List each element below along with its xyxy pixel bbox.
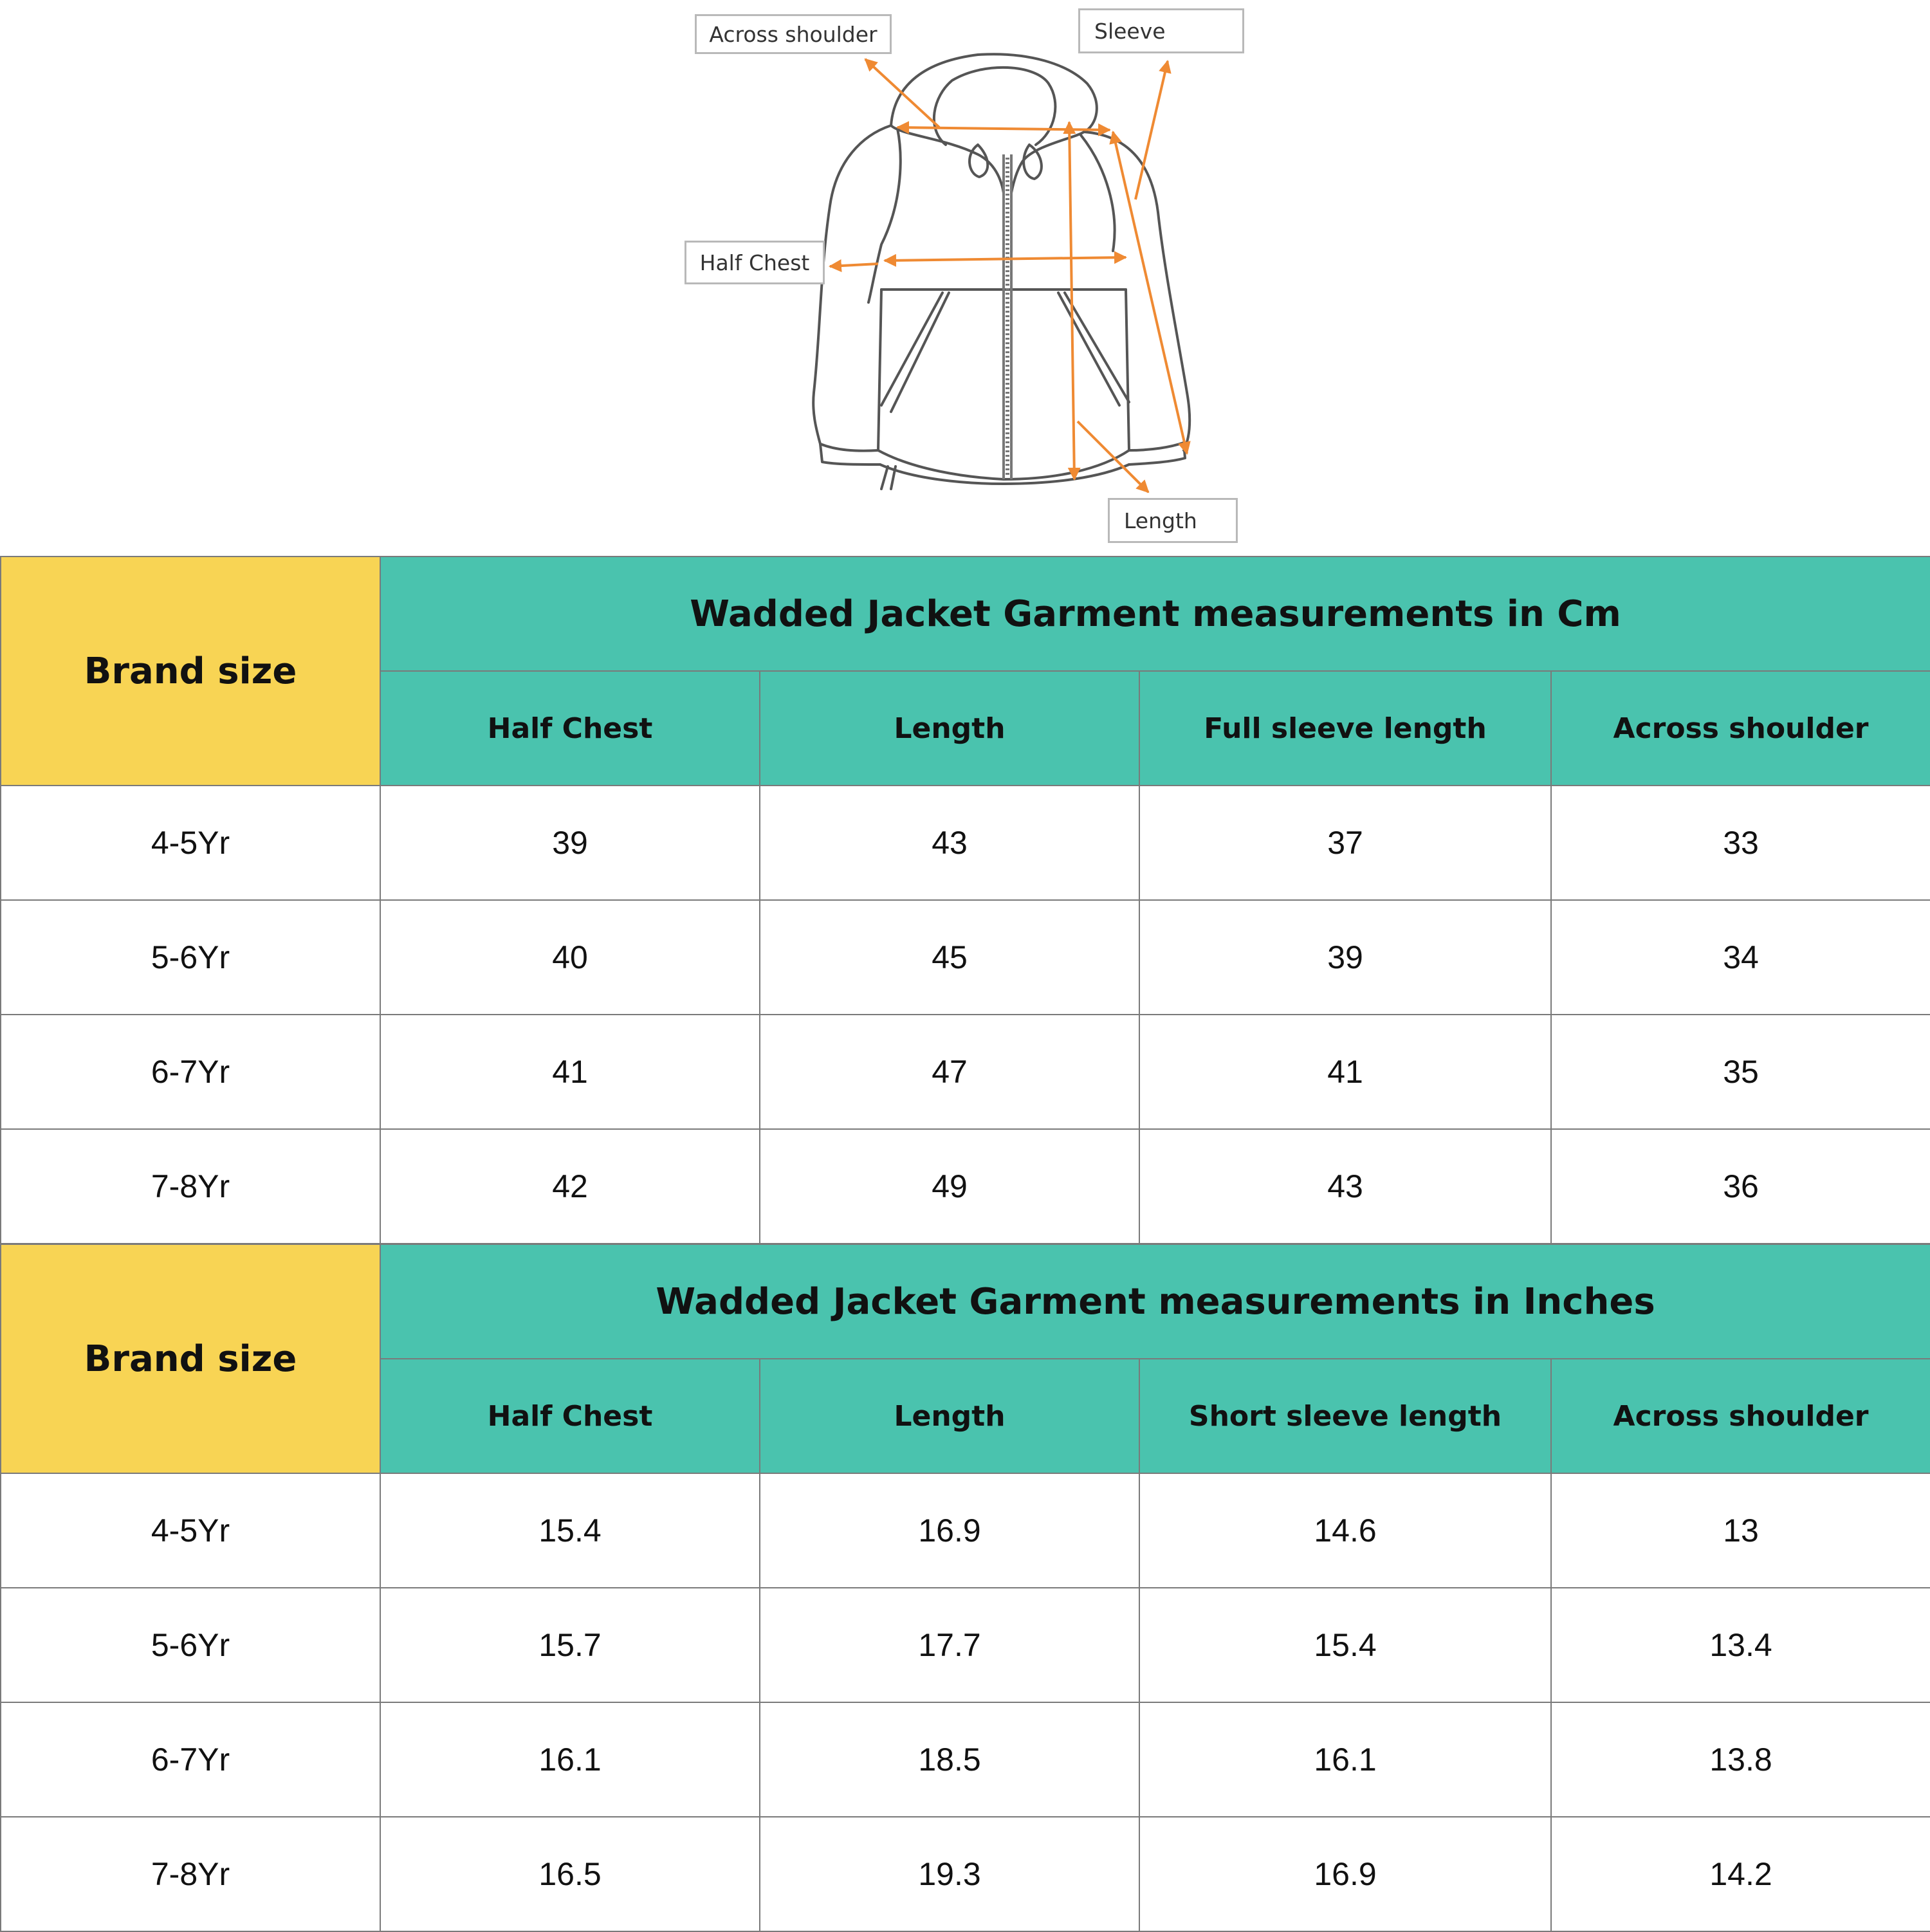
size-table-inches	[0, 1244, 1930, 1932]
size-cell: 7-8Yr	[1, 1817, 380, 1931]
value-cell: 33	[1551, 786, 1930, 900]
value-cell: 13.8	[1551, 1702, 1930, 1817]
value-cell: 13	[1551, 1473, 1930, 1588]
value-cell: 43	[760, 786, 1139, 900]
value-cell: 15.4	[380, 1473, 760, 1588]
size-cell: 5-6Yr	[1, 900, 380, 1015]
table-row	[1, 1817, 1930, 1931]
value-cell: 19.3	[760, 1817, 1139, 1931]
column-header: Half Chest	[380, 1359, 760, 1473]
value-cell: 36	[1551, 1129, 1930, 1244]
table-row	[1, 1702, 1930, 1817]
value-cell: 43	[1139, 1129, 1551, 1244]
size-cell: 4-5Yr	[1, 1473, 380, 1588]
value-cell: 13.4	[1551, 1588, 1930, 1702]
callout-sleeve: Sleeve	[1078, 8, 1244, 53]
value-cell: 42	[380, 1129, 760, 1244]
value-cell: 16.5	[380, 1817, 760, 1931]
table-row	[1, 1588, 1930, 1702]
value-cell: 37	[1139, 786, 1551, 900]
callout-length: Length	[1108, 498, 1238, 543]
column-header: Length	[760, 671, 1139, 786]
table-row	[1, 1129, 1930, 1244]
value-cell: 16.9	[1139, 1817, 1551, 1931]
value-cell: 14.6	[1139, 1473, 1551, 1588]
column-header: Across shoulder	[1551, 671, 1930, 786]
callout-across-shoulder: Across shoulder	[695, 14, 892, 54]
table-title: Wadded Jacket Garment measurements in Cm	[380, 557, 1930, 671]
column-header: Across shoulder	[1551, 1359, 1930, 1473]
table-row	[1, 900, 1930, 1015]
value-cell: 41	[380, 1015, 760, 1129]
value-cell: 39	[380, 786, 760, 900]
value-cell: 34	[1551, 900, 1930, 1015]
value-cell: 49	[760, 1129, 1139, 1244]
table-row	[1, 1015, 1930, 1129]
column-header: Half Chest	[380, 671, 760, 786]
column-header: Length	[760, 1359, 1139, 1473]
brand-size-header: Brand size	[1, 1244, 380, 1473]
size-cell: 6-7Yr	[1, 1702, 380, 1817]
value-cell: 16.1	[1139, 1702, 1551, 1817]
value-cell: 41	[1139, 1015, 1551, 1129]
column-header: Full sleeve length	[1139, 671, 1551, 786]
size-cell: 6-7Yr	[1, 1015, 380, 1129]
value-cell: 40	[380, 900, 760, 1015]
value-cell: 45	[760, 900, 1139, 1015]
size-cell: 7-8Yr	[1, 1129, 380, 1244]
jacket-measurement-diagram	[0, 0, 1930, 556]
value-cell: 35	[1551, 1015, 1930, 1129]
jacket-outline	[813, 54, 1190, 489]
table-row	[1, 786, 1930, 900]
zipper	[1004, 154, 1011, 479]
value-cell: 18.5	[760, 1702, 1139, 1817]
callout-half-chest: Half Chest	[685, 241, 825, 284]
table-row	[1, 1473, 1930, 1588]
jacket-sketch	[0, 0, 1930, 556]
size-cell: 5-6Yr	[1, 1588, 380, 1702]
column-header: Short sleeve length	[1139, 1359, 1551, 1473]
value-cell: 17.7	[760, 1588, 1139, 1702]
value-cell: 15.7	[380, 1588, 760, 1702]
value-cell: 14.2	[1551, 1817, 1930, 1931]
value-cell: 15.4	[1139, 1588, 1551, 1702]
value-cell: 39	[1139, 900, 1551, 1015]
value-cell: 47	[760, 1015, 1139, 1129]
brand-size-header: Brand size	[1, 557, 380, 786]
size-cell: 4-5Yr	[1, 786, 380, 900]
size-table-cm	[0, 556, 1930, 1244]
table-title: Wadded Jacket Garment measurements in Inches	[380, 1244, 1930, 1359]
value-cell: 16.9	[760, 1473, 1139, 1588]
value-cell: 16.1	[380, 1702, 760, 1817]
